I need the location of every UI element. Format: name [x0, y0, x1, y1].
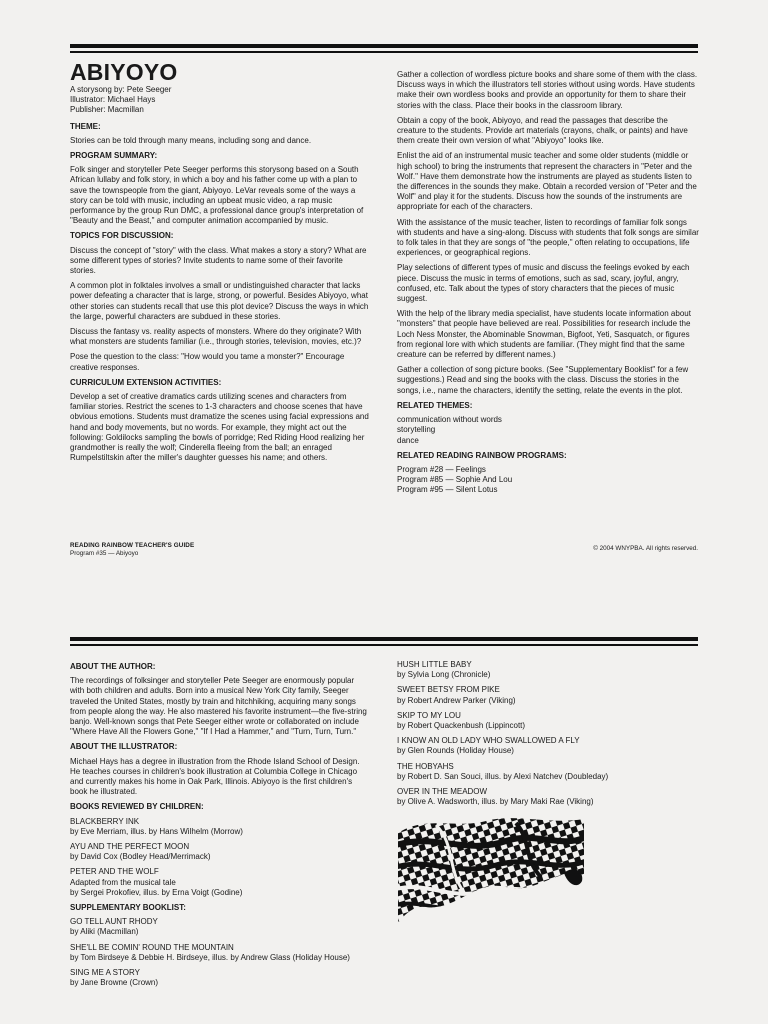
book-title: I KNOW AN OLD LADY WHO SWALLOWED A FLY	[397, 736, 580, 746]
related-program-item: Program #85 — Sophie And Lou	[397, 475, 513, 485]
illustrator-heading: ABOUT THE ILLUSTRATOR:	[70, 742, 178, 752]
top-rule-thin	[70, 51, 698, 53]
curriculum-heading: CURRICULUM EXTENSION ACTIVITIES:	[70, 377, 222, 387]
related-programs-heading: RELATED READING RAINBOW PROGRAMS:	[397, 450, 567, 460]
book-byline: by Sylvia Long (Chronicle)	[397, 670, 491, 680]
top-rule-thick	[70, 44, 698, 48]
illustrator-text: Michael Hays has a degree in illustration from the Rhode Island School of Design. He teaches courses in children's book illustration at Columbia College in Chicago and currently makes his home in Oak Park, Illinois. Abiyoyo is the first children's book he illustrated.	[70, 756, 360, 797]
book-title: OVER IN THE MEADOW	[397, 787, 488, 797]
author-heading: ABOUT THE AUTHOR:	[70, 662, 156, 671]
curriculum-paragraph: With the assistance of the music teacher, listen to recordings of familiar folk songs with students and have a sing-along. Discuss with students that folk songs are similar to folk tales in that they are songs of "the people," often relating to occupations, life experiences, or geographical regions.	[397, 217, 699, 258]
supplementary-heading: SUPPLEMENTARY BOOKLIST:	[70, 903, 186, 913]
book-entry	[397, 736, 699, 756]
book-entry	[70, 917, 370, 937]
author-text: The recordings of folksinger and storyteller Pete Seeger are enormously popular with both children and adults. Born into a musical New York City family, Seeger traveled the United States, mostly by train and hitchhiking, acquiring many songs from people along the way. He also mastered his favorite instrument—the five-string banjo. Well-known songs that Pete Seeger either wrote or collaborated on include "Where Have All the Flowers Gone," "If I Had a Hammer," and "Turn, Turn, Turn."	[70, 676, 367, 737]
theme-text: Stories can be told through many means, including song and dance.	[70, 135, 312, 145]
topic-paragraph: Discuss the concept of "story" with the class. What makes a story a story? What are some different types of stories? Invite students to name some of their favorite stories.	[70, 245, 367, 276]
curriculum-paragraph: Enlist the aid of an instrumental music teacher and some older students (middle or high school) to bring the instruments that represent the characters in "Peter and the Wolf." Have them demonstrate how the instruments are played as students listen to the differences in the sounds they make. Obtain a recorded version of "Peter and the Wolf" and play it for the students. Discuss how the sounds of the instruments are appropriate for each of the characters.	[397, 151, 697, 212]
page-title: ABIYOYO	[70, 59, 178, 85]
checkered-wave-illustration	[396, 815, 586, 925]
topic-paragraph: Pose the question to the class: "How would you tame a monster?" Encourage creative responses.	[70, 352, 345, 372]
related-program-item: Program #28 — Feelings	[397, 464, 486, 474]
book-byline: Adapted from the musical tale	[70, 877, 176, 887]
topic-paragraph: Discuss the fantasy vs. reality aspects of monsters. Where do they originate? With what monsters are students familiar (i.e., through stories, television, movies, etc.)?	[70, 327, 362, 347]
book-byline: by Jane Browne (Crown)	[70, 978, 159, 988]
book-byline: by David Cox (Bodley Head/Merrimack)	[70, 852, 211, 862]
credit-line: A storysong by: Pete Seeger	[70, 85, 172, 94]
copyright: © 2004 WNYPBA. All rights reserved.	[593, 545, 698, 552]
book-byline: by Aliki (Macmillan)	[70, 927, 139, 937]
book-byline: by Olive A. Wadsworth, illus. by Mary Maki Rae (Viking)	[397, 797, 594, 807]
book-title: AYU AND THE PERFECT MOON	[70, 842, 190, 852]
book-entry	[397, 762, 699, 782]
book-byline: by Sergei Prokofiev, illus. by Erna Voigt (Godine)	[70, 887, 243, 897]
book-title: SKIP TO MY LOU	[397, 710, 461, 720]
related-themes-heading: RELATED THEMES:	[397, 400, 473, 410]
book-byline: by Eve Merriam, illus. by Hans Wilhelm (Morrow)	[70, 826, 243, 836]
book-title: THE HOBYAHS	[397, 761, 454, 771]
book-entry	[397, 685, 699, 705]
reviewed-heading: BOOKS REVIEWED BY CHILDREN:	[70, 802, 204, 812]
book-entry	[70, 943, 370, 963]
book-title: SHE'LL BE COMIN' ROUND THE MOUNTAIN	[70, 942, 234, 952]
curriculum-paragraph: Gather a collection of song picture books. (See "Supplementary Booklist" for a few suggestions.) Read and sing the books with the class. Discuss the stories in the songs, i.e., name the characters, identify the setting, relate the events in the plot.	[397, 365, 689, 395]
credit-line: Publisher: Macmillan	[70, 105, 144, 115]
book-byline: by Robert Andrew Parker (Viking)	[397, 695, 516, 705]
credit-line: Illustrator: Michael Hays	[70, 95, 156, 105]
bottom-right-column	[397, 660, 699, 812]
curriculum-paragraph: Develop a set of creative dramatics cards utilizing scenes and characters from familiar stories. Restrict the scenes to 1-3 characters and choose scenes that have obvious emotions. Students must dramatize the scenes using facial expressions and hand and body movements, but no words. For example, they might act out the following: Goldilocks sampling the bowls of porridge; Red Riding Hood realizing her grandmother is really the wolf; Cinderella fleeing from the ball; an enraged Rumpelstiltskin after the miller's daughter guesses his name; and others.	[70, 392, 369, 463]
book-title: SWEET BETSY FROM PIKE	[397, 685, 500, 695]
bottom-left-column	[70, 660, 370, 993]
guide-footer-title: READING RAINBOW TEACHER'S GUIDE	[70, 542, 195, 549]
curriculum-paragraph: Obtain a copy of the book, Abiyoyo, and read the passages that describe the creature to the students. Provide art materials (crayons, chalk, or paints) and have them create their own version of what "Abiyoyo" looks like.	[397, 115, 688, 146]
summary-heading: PROGRAM SUMMARY:	[70, 151, 158, 161]
book-byline: by Robert D. San Souci, illus. by Alexi Natchev (Doubleday)	[397, 771, 609, 781]
curriculum-paragraph: Gather a collection of wordless picture books and share some of them with the class. Discuss ways in which the illustrators tell stories without using words. Have students make their own wordless books and provide an opportunity for them to share their stories with the class. Place their books in the classroom library.	[397, 70, 698, 110]
related-theme-item: communication without words	[397, 415, 502, 425]
related-program-item: Program #95 — Silent Lotus	[397, 485, 498, 495]
related-theme-item: dance	[397, 435, 419, 445]
book-byline: by Glen Rounds (Holiday House)	[397, 746, 514, 756]
top-right-column	[397, 70, 699, 496]
book-entry	[70, 968, 370, 988]
theme-heading: THEME:	[70, 121, 101, 131]
book-title: HUSH LITTLE BABY	[397, 660, 472, 669]
book-entry	[70, 842, 370, 862]
book-entry	[397, 711, 699, 731]
curriculum-paragraph: Play selections of different types of music and discuss the feelings evoked by each piece. Discuss the music in terms of emotions, such as sad, scary, joyful, angry, confused, etc. Talk about the types of story characters that the pieces of music suggest.	[397, 263, 690, 304]
related-theme-item: storytelling	[397, 425, 436, 435]
book-title: BLACKBERRY INK	[70, 816, 140, 826]
summary-text: Folk singer and storyteller Pete Seeger performs this storysong based on a South African lullaby and folk story, in which a boy and his father come up with a plan to save the townspeople from the giant, Abiyoyo. LeVar reveals some of the ways a story can be told with music, including an upbeat music video, a rap music performance by the group Run DMC, a professional dance group's interpretation of "Beauty and the Beast," and computer animation accompanied by music.	[70, 165, 364, 226]
book-title: GO TELL AUNT RHODY	[70, 917, 158, 927]
guide-footer	[70, 542, 194, 557]
topic-paragraph: A common plot in folktales involves a small or undistinguished character that lacks power defeating a character that is large, strong, or powerful. Besides Abiyoyo, what other stories can students recall that use this plot device? Discuss the ways in which the large, powerful characters are subdued in these stories.	[70, 281, 369, 321]
book-entry	[70, 817, 370, 837]
curriculum-paragraph: With the help of the library media specialist, have students locate information about "monsters" that people have believed are real. Possibilities for research include the Loch Ness Monster, the Abominable Snowman, Bigfoot, Yeti, Sasquatch, or figures from regional lore with which students are familiar. (They might find that the same creature can be referred by different names.)	[397, 309, 691, 360]
guide-footer-program: Program #35 — Abiyoyo	[70, 549, 139, 557]
book-title: PETER AND THE WOLF	[70, 867, 159, 877]
bottom-rule-thin	[70, 644, 698, 646]
top-left-column	[70, 60, 370, 469]
book-byline: by Robert Quackenbush (Lippincott)	[397, 721, 526, 731]
book-entry	[397, 787, 699, 807]
book-entry	[397, 660, 699, 680]
book-entry	[70, 867, 370, 898]
book-title: SING ME A STORY	[70, 968, 140, 978]
book-byline: by Tom Birdseye & Debbie H. Birdseye, illus. by Andrew Glass (Holiday House)	[70, 952, 350, 962]
topics-heading: TOPICS FOR DISCUSSION:	[70, 231, 174, 241]
bottom-rule-thick	[70, 637, 698, 641]
